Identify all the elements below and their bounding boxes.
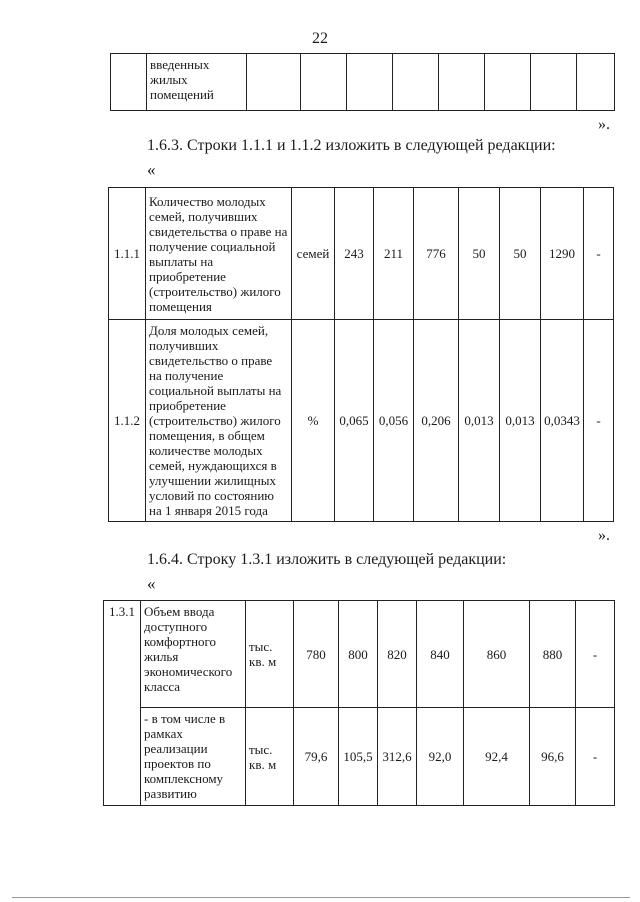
indicators-table-1 — [108, 187, 614, 522]
value-cell: 79,6 — [294, 708, 339, 806]
close-quote: ». — [598, 116, 610, 133]
value-cell: 50 — [459, 188, 500, 320]
value-cell: 92,0 — [417, 708, 464, 806]
section-heading-1-6-4: 1.6.4. Строку 1.3.1 изложить в следующей редакции: — [147, 551, 507, 568]
value-cell: - — [584, 320, 614, 522]
value-cell: 0,0343 — [541, 320, 584, 522]
value-cell: 92,4 — [464, 708, 530, 806]
table-fragment — [110, 53, 615, 111]
value-cell: 776 — [414, 188, 459, 320]
unit-cell: % — [292, 320, 335, 522]
indicator-text: введенных жилых помещений — [147, 54, 247, 111]
table-row — [109, 320, 614, 522]
value-cell: - — [584, 188, 614, 320]
value-cell: 243 — [335, 188, 374, 320]
value-cell: - — [576, 708, 615, 806]
close-quote: ». — [598, 527, 610, 544]
table-row — [111, 54, 615, 111]
row-code: 1.1.1 — [109, 188, 146, 320]
value-cell: 780 — [294, 601, 339, 708]
unit-cell: тыс. кв. м — [246, 601, 294, 708]
value-cell: 312,6 — [378, 708, 417, 806]
indicator-text: Доля молодых семей, получивших свидетельство о праве на получение социальной выплаты на приобретение (строительство) жилого помещения, в общем количестве молодых семей, нуждающихся в улучшении жилищных условий по состоянию на 1 января 2015 года — [146, 320, 292, 522]
value-cell: 0,065 — [335, 320, 374, 522]
value-cell: 0,013 — [500, 320, 541, 522]
open-quote: « — [147, 574, 156, 593]
table-row — [109, 188, 614, 320]
indicator-text: - в том числе в рамках реализации проектов по комплексному развитию — [141, 708, 246, 806]
value-cell: - — [576, 601, 615, 708]
value-cell: 820 — [378, 601, 417, 708]
value-cell: 211 — [374, 188, 414, 320]
row-code: 1.1.2 — [109, 320, 146, 522]
value-cell: 50 — [500, 188, 541, 320]
row-code: 1.3.1 — [104, 601, 141, 806]
indicator-text: Количество молодых семей, получивших свидетельства о праве на получение социальной выплаты на приобретение (строительство) жилого помещения — [146, 188, 292, 320]
table-row — [104, 708, 615, 806]
value-cell: 0,206 — [414, 320, 459, 522]
value-cell: 860 — [464, 601, 530, 708]
page-number: 22 — [312, 30, 328, 47]
value-cell: 105,5 — [339, 708, 378, 806]
section-heading-1-6-3: 1.6.3. Строки 1.1.1 и 1.1.2 изложить в следующей редакции: — [147, 137, 556, 154]
open-quote: « — [147, 160, 156, 179]
value-cell: 1290 — [541, 188, 584, 320]
page-bottom-rule — [12, 897, 630, 898]
unit-cell: семей — [292, 188, 335, 320]
value-cell: 0,056 — [374, 320, 414, 522]
value-cell: 0,013 — [459, 320, 500, 522]
value-cell: 840 — [417, 601, 464, 708]
indicator-text: Объем ввода доступного комфортного жилья экономического класса — [141, 601, 246, 708]
unit-cell: тыс. кв. м — [246, 708, 294, 806]
table-row — [104, 601, 615, 708]
value-cell: 96,6 — [530, 708, 576, 806]
value-cell: 880 — [530, 601, 576, 708]
value-cell: 800 — [339, 601, 378, 708]
indicators-table-2 — [103, 600, 615, 806]
